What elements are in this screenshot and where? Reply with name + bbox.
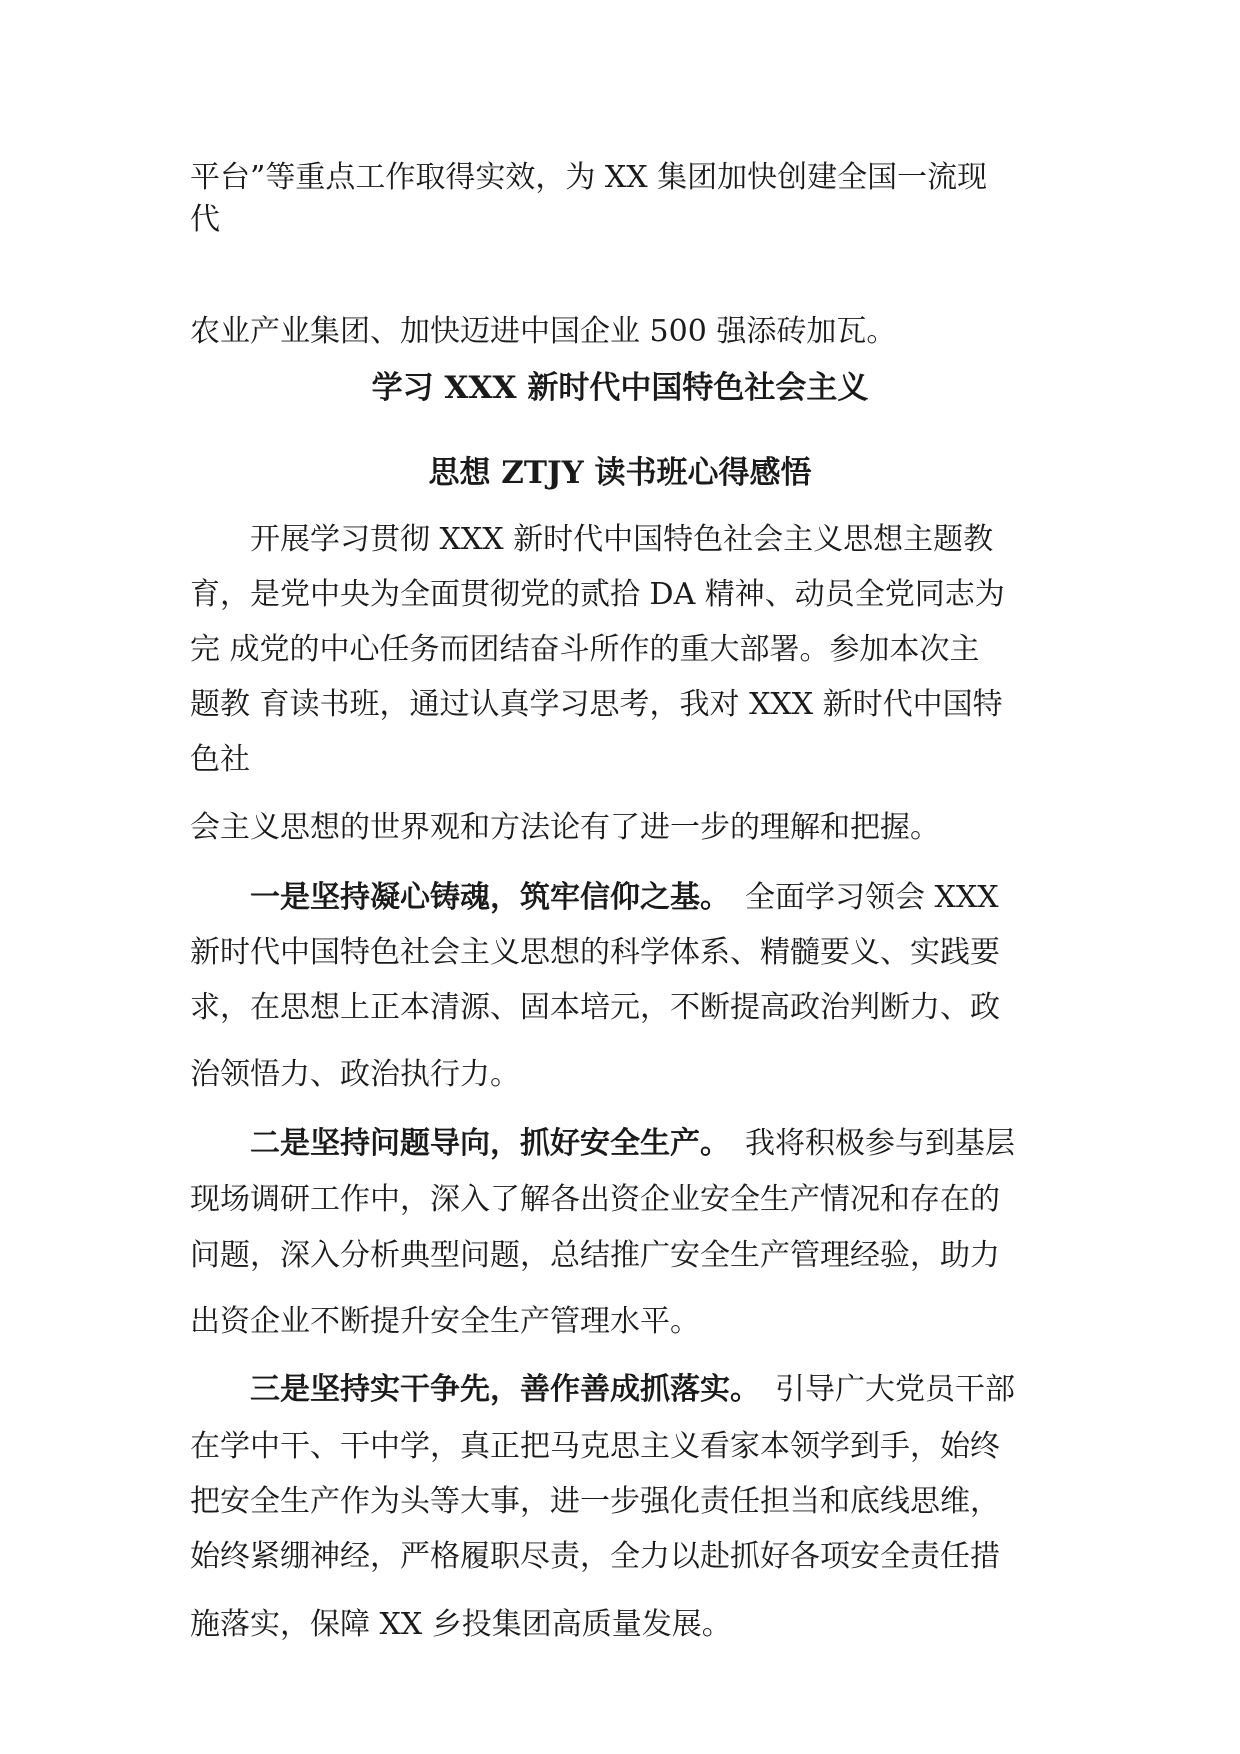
section-first-line [190, 1124, 1015, 1164]
body-line: 新时代中国特色社会主义思想的科学体系、精髓要义、实践要 [190, 935, 1000, 970]
section-first-text: 我将积极参与到基层 [745, 1126, 1015, 1161]
body-line: 问题，深入分析典型问题，总结推广安全生产管理经验，助力 [190, 1238, 1000, 1273]
body-line: 始终紧绷神经，严格履职尽责，全力以赴抓好各项安全责任措 [190, 1539, 1000, 1574]
section-first-text: 引导广大党员干部 [775, 1372, 1015, 1407]
section-first-text: 全面学习领会 XXX [745, 880, 999, 915]
body-line: 农业产业集团、加快迈进中国企业 500 强添砖加瓦。 [190, 314, 897, 349]
body-line: 平台”等重点工作取得实效，为 XX 集团加快创建全国一流现 [190, 160, 988, 195]
body-line: 完 成党的中心任务而团结奋斗所作的重大部署。参加本次主 [190, 632, 980, 667]
body-line: 开展学习贯彻 XXX 新时代中国特色社会主义思想主题教 [190, 522, 994, 557]
document-title-line-1: 学习 XXX 新时代中国特色社会主义 [371, 370, 869, 406]
body-line: 出资企业不断提升安全生产管理水平。 [190, 1304, 700, 1339]
body-line: 代 [190, 202, 220, 237]
section-first-line [190, 1370, 1015, 1410]
body-line: 色社 [190, 742, 250, 777]
document-title-line-2: 思想 ZTJY 读书班心得感悟 [428, 455, 812, 491]
body-line: 施落实，保障 XX 乡投集团高质量发展。 [190, 1607, 732, 1642]
body-line: 求，在思想上正本清源、固本培元，不断提高政治判断力、政 [190, 990, 1000, 1025]
body-line: 现场调研工作中，深入了解各出资企业安全生产情况和存在的 [190, 1182, 1000, 1217]
body-line: 治领悟力、政治执行力。 [190, 1057, 520, 1092]
body-line: 题教 育读书班，通过认真学习思考，我对 XXX 新时代中国特 [190, 687, 1003, 722]
body-line: 会主义思想的世界观和方法论有了进一步的理解和把握。 [190, 810, 940, 845]
section-lead: 三是坚持实干争先，善作善成抓落实。 [250, 1372, 745, 1407]
section-first-line [190, 878, 999, 918]
section-lead: 一是坚持凝心铸魂，筑牢信仰之基。 [250, 880, 715, 915]
body-line: 把安全生产作为头等大事，进一步强化责任担当和底线思维， [190, 1484, 1000, 1519]
body-line: 育，是党中央为全面贯彻党的贰拾 DA 精神、动员全党同志为 [190, 577, 1005, 612]
body-line: 在学中干、干中学，真正把马克思主义看家本领学到手，始终 [190, 1429, 1000, 1464]
section-lead: 二是坚持问题导向，抓好安全生产。 [250, 1126, 715, 1161]
